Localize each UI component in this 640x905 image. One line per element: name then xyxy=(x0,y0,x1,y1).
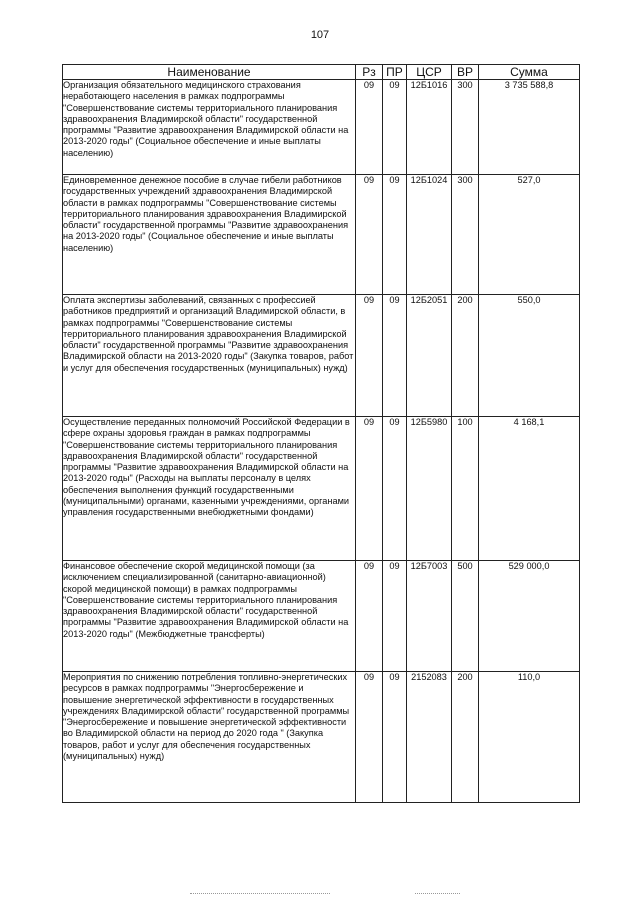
row-csr: 12Б1024 xyxy=(407,175,452,295)
header-vr: ВР xyxy=(452,65,479,80)
row-sum: 529 000,0 xyxy=(479,561,580,672)
row-name: Единовременное денежное пособие в случае гибели работников государственных учреждений здравоохранения Владимирской области в рамках подпрограммы "Совершенствование системы территориального планирования здравоохранения Владимирской области" государственной программы "Развитие здравоохранения на 2013-2020 годы" (Социальное обеспечение и иные выплаты населению) xyxy=(63,175,356,295)
footer-rule-left xyxy=(190,893,330,894)
row-pr: 09 xyxy=(383,417,407,561)
row-rz: 09 xyxy=(356,295,383,417)
row-csr: 12Б5980 xyxy=(407,417,452,561)
row-pr: 09 xyxy=(383,175,407,295)
row-rz: 09 xyxy=(356,561,383,672)
row-sum: 527,0 xyxy=(479,175,580,295)
row-sum: 4 168,1 xyxy=(479,417,580,561)
row-rz: 09 xyxy=(356,175,383,295)
table-row xyxy=(63,417,580,561)
table-row xyxy=(63,80,580,175)
table-row xyxy=(63,561,580,672)
header-rz: Рз xyxy=(356,65,383,80)
row-rz: 09 xyxy=(356,417,383,561)
table-row xyxy=(63,295,580,417)
row-pr: 09 xyxy=(383,561,407,672)
row-csr: 12Б2051 xyxy=(407,295,452,417)
row-name: Оплата экспертизы заболеваний, связанных с профессией работников предприятий и организаций Владимирской области, в рамках подпрограммы "Совершенствование системы территориального планирования здравоохранения Владимирской области" государственной программы "Развитие здравоохранения Владимирской области на 2013-2020 годы" (Закупка товаров, работ и услуг для обеспечения государственных (муниципальных) нужд) xyxy=(63,295,356,417)
row-vr: 300 xyxy=(452,80,479,175)
header-name: Наименование xyxy=(63,65,356,80)
row-vr: 100 xyxy=(452,417,479,561)
row-name: Организация обязательного медицинского страхования неработающего населения в рамках подпрограммы "Совершенствование системы территориального планирования здравоохранения Владимирской области" государственной программы "Развитие здравоохранения Владимирской области на 2013-2020 годы" (Социальное обеспечение и иные выплаты населению) xyxy=(63,80,356,175)
row-sum: 3 735 588,8 xyxy=(479,80,580,175)
row-name: Мероприятия по снижению потребления топливно-энергетических ресурсов в рамках подпрограммы "Энергосбережение и повышение энергетической эффективности в государственных учреждениях Владимирской области" государственной программы "Энергосбережение и повышение энергетической эффективности во Владимирской области на период до 2020 года " (Закупка товаров, работ и услуг для обеспечения государственных (муниципальных) нужд) xyxy=(63,672,356,803)
page-number: 107 xyxy=(310,29,330,41)
footer-rule-right xyxy=(415,893,460,894)
row-pr: 09 xyxy=(383,80,407,175)
header-pr: ПР xyxy=(383,65,407,80)
row-vr: 200 xyxy=(452,295,479,417)
table-header-row xyxy=(63,65,580,80)
row-vr: 300 xyxy=(452,175,479,295)
row-csr: 12Б7003 xyxy=(407,561,452,672)
row-rz: 09 xyxy=(356,80,383,175)
row-vr: 500 xyxy=(452,561,479,672)
row-sum: 110,0 xyxy=(479,672,580,803)
row-name: Осуществление переданных полномочий Российской Федерации в сфере охраны здоровья граждан в рамках подпрограммы "Совершенствование системы территориального планирования здравоохранения Владимирской области" государственной программы "Развитие здравоохранения Владимирской области на 2013-2020 годы" (Расходы на выплаты персоналу в целях обеспечения выполнения функций государственными (муниципальными) органами, казенными учреждениями, органами управления государственными внебюджетными фондами) xyxy=(63,417,356,561)
row-pr: 09 xyxy=(383,672,407,803)
row-sum: 550,0 xyxy=(479,295,580,417)
row-csr: 12Б1016 xyxy=(407,80,452,175)
header-csr: ЦСР xyxy=(407,65,452,80)
row-csr: 2152083 xyxy=(407,672,452,803)
table-row xyxy=(63,175,580,295)
budget-table xyxy=(62,64,580,803)
header-sum: Сумма xyxy=(479,65,580,80)
row-vr: 200 xyxy=(452,672,479,803)
row-pr: 09 xyxy=(383,295,407,417)
row-rz: 09 xyxy=(356,672,383,803)
table-row xyxy=(63,672,580,803)
row-name: Финансовое обеспечение скорой медицинской помощи (за исключением специализированной (санитарно-авиационной) скорой медицинской помощи) в рамках подпрограммы "Совершенствование системы территориального планирования здравоохранения Владимирской области" государственной программы "Развитие здравоохранения Владимирской области на 2013-2020 годы" (Межбюджетные трансферты) xyxy=(63,561,356,672)
